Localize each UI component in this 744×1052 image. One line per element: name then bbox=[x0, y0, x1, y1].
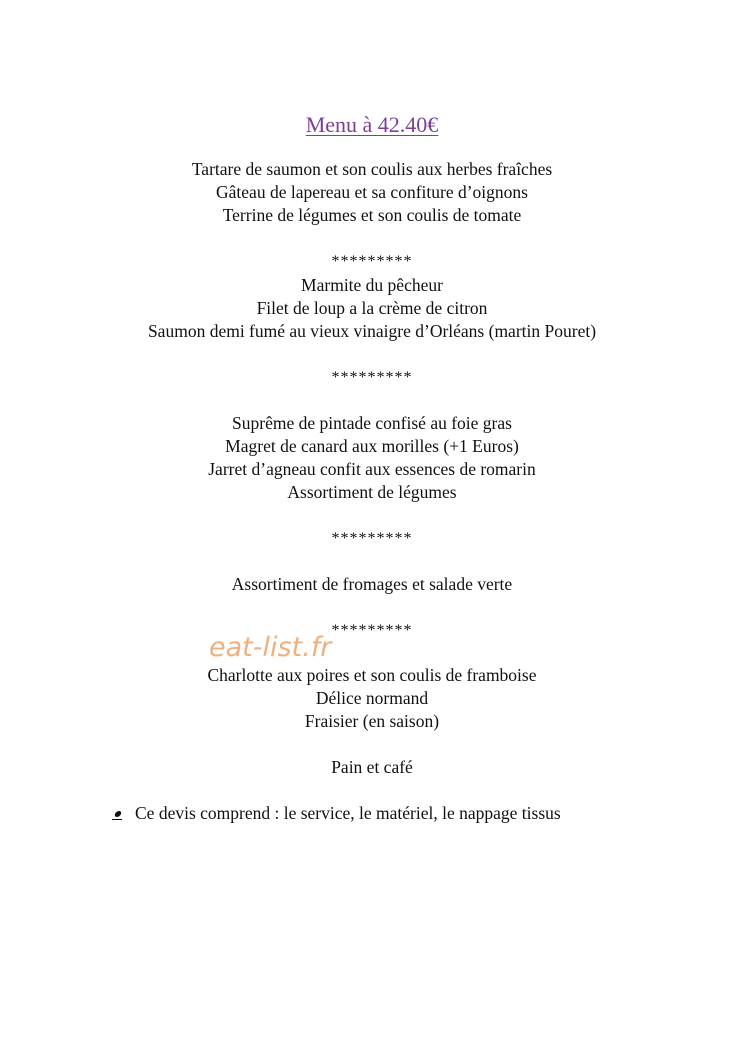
menu-title: Menu à 42.40€ bbox=[305, 112, 439, 137]
poisson-item: Saumon demi fumé au vieux vinaigre d’Orléans (martin Pouret) bbox=[147, 321, 597, 341]
poisson-item: Marmite du pêcheur bbox=[301, 275, 443, 295]
dessert-item: Charlotte aux poires et son coulis de framboise bbox=[207, 665, 537, 685]
poisson-item: Filet de loup a la crème de citron bbox=[256, 298, 488, 318]
viande-item: Suprême de pintade confisé au foie gras bbox=[232, 413, 512, 433]
section-separator: ********* bbox=[331, 622, 413, 639]
section-separator: ********* bbox=[331, 530, 413, 547]
entree-item: Terrine de légumes et son coulis de tomate bbox=[222, 205, 522, 225]
quote-note-text: Ce devis comprend : le service, le matériel, le nappage tissus bbox=[135, 803, 561, 823]
final-item: Pain et café bbox=[331, 757, 413, 777]
section-separator: ********* bbox=[331, 369, 413, 386]
bullet-icon bbox=[112, 807, 124, 821]
section-separator: ********* bbox=[331, 253, 413, 270]
fromage-item: Assortiment de fromages et salade verte bbox=[231, 574, 513, 594]
dessert-item: Fraisier (en saison) bbox=[304, 711, 440, 731]
viande-item: Assortiment de légumes bbox=[287, 482, 457, 502]
dessert-item: Délice normand bbox=[315, 688, 429, 708]
watermark-logo: eat-list.fr bbox=[209, 632, 332, 663]
quote-note bbox=[112, 802, 561, 825]
entree-item: Tartare de saumon et son coulis aux herbes fraîches bbox=[191, 159, 553, 179]
entree-item: Gâteau de lapereau et sa confiture d’oignons bbox=[216, 182, 528, 202]
viande-item: Magret de canard aux morilles (+1 Euros) bbox=[225, 436, 519, 456]
viande-item: Jarret d’agneau confit aux essences de romarin bbox=[208, 459, 536, 479]
